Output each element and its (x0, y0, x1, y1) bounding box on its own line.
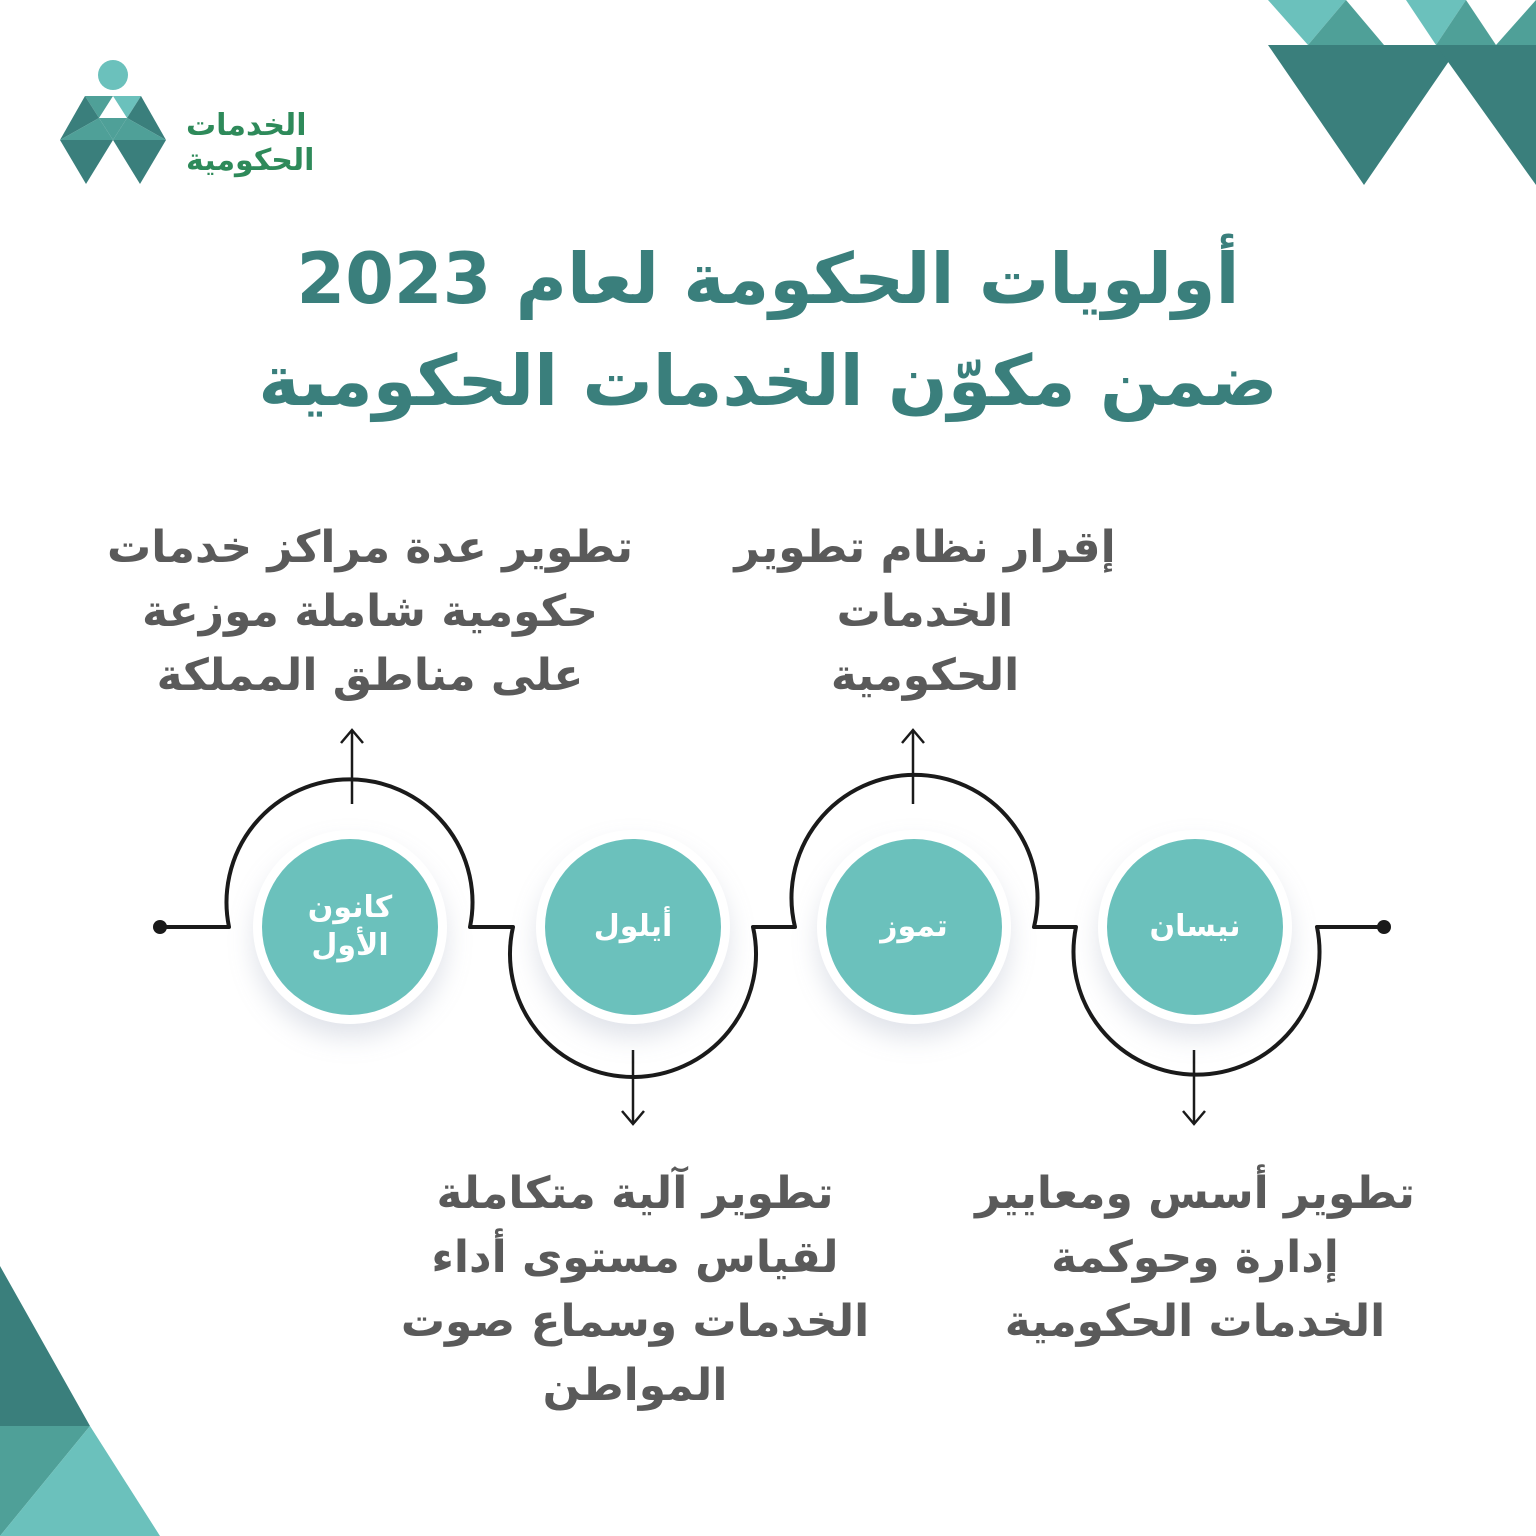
month-label: نيسان (1149, 909, 1241, 944)
month-circle-december (262, 839, 438, 1015)
month-label: تموز (880, 909, 948, 944)
month-circle-september (545, 839, 721, 1015)
month-circle-april (1107, 839, 1283, 1015)
milestone-description-september (370, 1162, 900, 1418)
description-line: تطوير آلية متكاملة (436, 1168, 834, 1219)
description-line: إدارة وحوكمة (1051, 1232, 1339, 1283)
description-line: إقرار نظام تطوير (734, 522, 1116, 573)
milestone-description-april (950, 1162, 1440, 1354)
timeline-start-dot (153, 920, 167, 934)
title-line-1: أولويات الحكومة لعام 2023 (296, 238, 1240, 320)
description-line: الخدمات (836, 586, 1014, 637)
description-line: تطوير أسس ومعايير (975, 1168, 1415, 1219)
title-line-2: ضمن مكوّن الخدمات الحكومية (258, 340, 1278, 422)
description-line: على مناطق المملكة (156, 650, 584, 701)
timeline-end-dot (1377, 920, 1391, 934)
month-label: أيلول (593, 909, 673, 944)
description-line: تطوير عدة مراكز خدمات (106, 522, 634, 573)
milestone-description-december (60, 516, 680, 708)
description-line: الخدمات وسماع صوت (400, 1296, 870, 1347)
milestone-description-july (700, 516, 1150, 708)
description-line: الحكومية (830, 650, 1020, 701)
month-circle-july (826, 839, 1002, 1015)
description-line: حكومية شاملة موزعة (142, 586, 598, 637)
logo-text: الخدمات الحكومية (186, 108, 315, 178)
description-line: المواطن (542, 1360, 728, 1411)
month-label: كانون الأول (307, 890, 393, 963)
description-line: الخدمات الحكومية (1004, 1296, 1386, 1347)
description-line: لقياس مستوى أداء (431, 1232, 839, 1283)
